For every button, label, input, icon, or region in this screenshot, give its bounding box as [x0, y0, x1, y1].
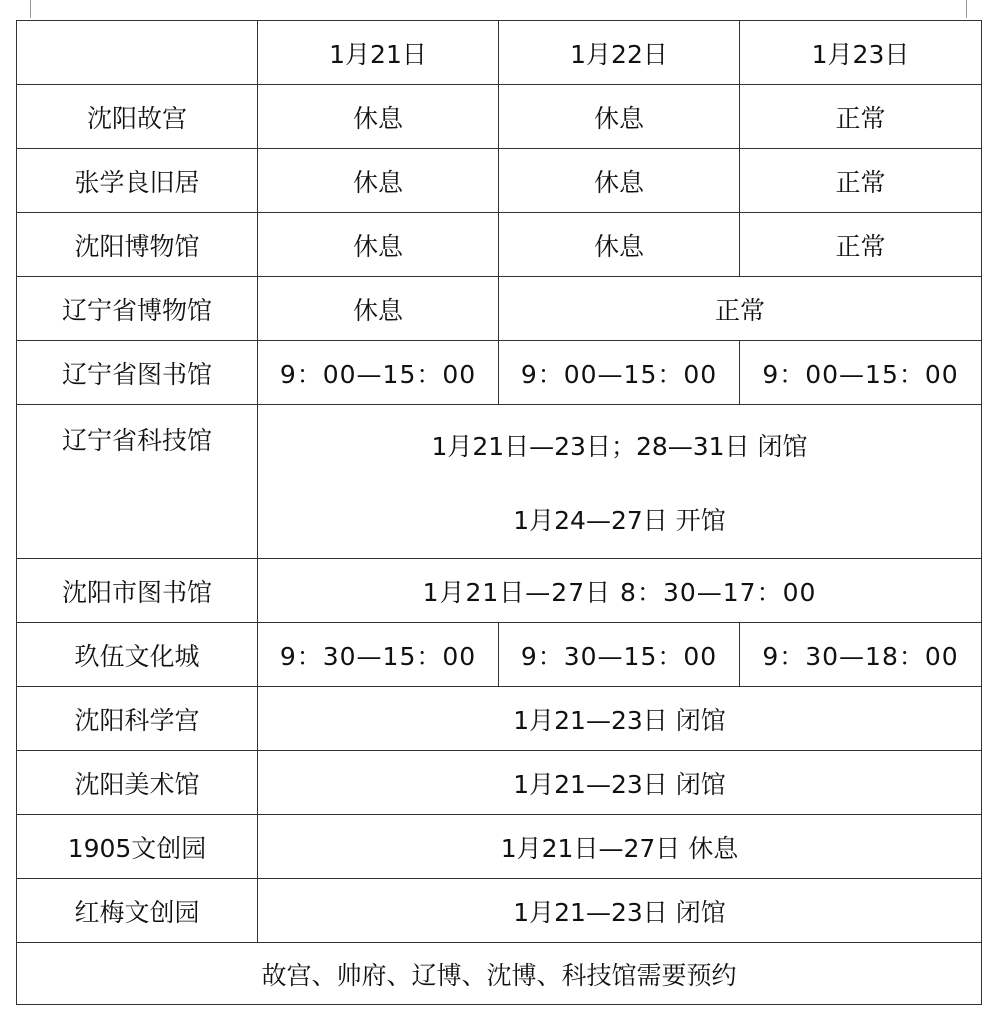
schedule-span-cell: 1月21—23日 闭馆	[258, 879, 982, 943]
venue-name: 玖伍文化城	[17, 623, 258, 687]
status-cell: 正常	[740, 149, 982, 213]
status-cell: 正常	[740, 213, 982, 277]
footer-note-row	[17, 943, 982, 1005]
header-date-1: 1月21日	[258, 21, 499, 85]
schedule-lines	[262, 427, 977, 537]
schedule-span-cell: 1月21—23日 闭馆	[258, 687, 982, 751]
schedule-line-closed: 1月21日—23日；28—31日 闭馆	[431, 431, 808, 461]
table-row	[17, 559, 982, 623]
venue-name: 沈阳美术馆	[17, 751, 258, 815]
venue-name: 沈阳科学宫	[17, 687, 258, 751]
table-row	[17, 879, 982, 943]
venue-name: 沈阳博物馆	[17, 213, 258, 277]
venue-name: 辽宁省博物馆	[17, 277, 258, 341]
table-row	[17, 149, 982, 213]
schedule-line-open: 1月24—27日 开馆	[513, 505, 726, 535]
left-margin-mark	[30, 0, 31, 18]
venue-name: 红梅文创园	[17, 879, 258, 943]
venue-name: 辽宁省图书馆	[17, 341, 258, 405]
header-date-3: 1月23日	[740, 21, 982, 85]
hours-cell: 9：00—15：00	[499, 341, 740, 405]
status-cell: 休息	[258, 213, 499, 277]
status-cell: 休息	[258, 277, 499, 341]
header-corner-cell	[17, 21, 258, 85]
header-row	[17, 21, 982, 85]
hours-cell: 9：30—15：00	[258, 623, 499, 687]
table-row	[17, 341, 982, 405]
hours-cell: 9：00—15：00	[740, 341, 982, 405]
table-row	[17, 815, 982, 879]
hours-cell: 9：00—15：00	[258, 341, 499, 405]
status-cell: 休息	[499, 85, 740, 149]
status-cell: 休息	[258, 85, 499, 149]
venue-name: 辽宁省科技馆	[17, 405, 258, 559]
status-cell: 休息	[499, 149, 740, 213]
venue-schedule-table	[16, 20, 982, 1005]
reservation-note: 故宫、帅府、辽博、沈博、科技馆需要预约	[17, 943, 982, 1005]
table-row	[17, 277, 982, 341]
schedule-span-cell: 1月21—23日 闭馆	[258, 751, 982, 815]
table-row	[17, 405, 982, 559]
schedule-span-cell: 1月21日—27日 8：30—17：00	[258, 559, 982, 623]
table-row	[17, 687, 982, 751]
table-row	[17, 85, 982, 149]
table-row	[17, 213, 982, 277]
schedule-span-cell: 1月21日—27日 休息	[258, 815, 982, 879]
schedule-span-cell	[258, 405, 982, 559]
table-row	[17, 623, 982, 687]
venue-name: 张学良旧居	[17, 149, 258, 213]
header-date-2: 1月22日	[499, 21, 740, 85]
status-cell: 正常	[740, 85, 982, 149]
status-cell: 休息	[258, 149, 499, 213]
page-margin-marks	[0, 0, 1000, 20]
venue-name: 沈阳市图书馆	[17, 559, 258, 623]
venue-name: 1905文创园	[17, 815, 258, 879]
hours-cell: 9：30—18：00	[740, 623, 982, 687]
venue-name: 沈阳故宫	[17, 85, 258, 149]
status-cell: 休息	[499, 213, 740, 277]
status-cell-merged: 正常	[499, 277, 982, 341]
table-row	[17, 751, 982, 815]
hours-cell: 9：30—15：00	[499, 623, 740, 687]
right-margin-mark	[966, 0, 967, 18]
